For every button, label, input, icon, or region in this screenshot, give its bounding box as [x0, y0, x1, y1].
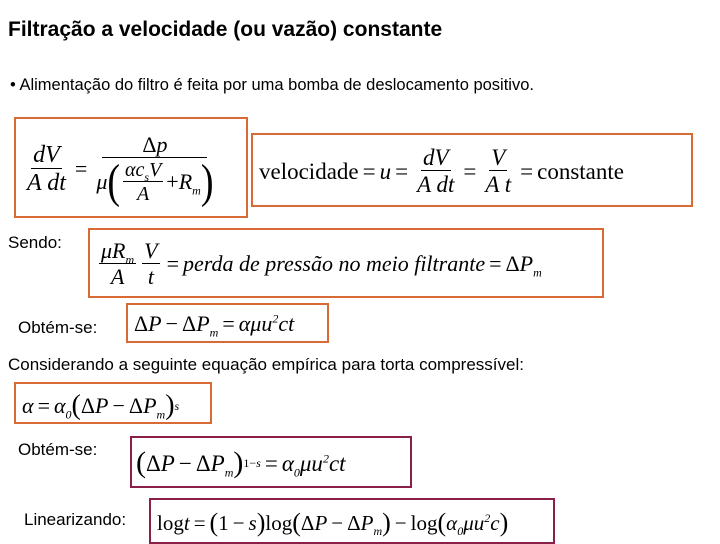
label-considerando: Considerando a seguinte equação empírica para torta compressível: [8, 355, 524, 374]
equation-constant-velocity: velocidade = u = $\frac{dV}{\text{A dt}}$ = $\frac{V}{\text{A t}}$ = constante [259, 145, 624, 197]
label-linearizando: Linearizando: [24, 510, 127, 529]
equation-box-pressure-relation [126, 303, 329, 343]
equation-box-compressible-cake [130, 436, 412, 488]
equation-medium-pressure-drop: $\frac{\mu R_m}{A}$ $\frac{V}{t}$ = perda de pressão no meio filtrante = Δ $P_m$ [101, 238, 542, 289]
equation-box-medium-pressure-drop [88, 228, 604, 298]
label-obtem-se-1: Obtém-se: [18, 318, 98, 337]
equation-pressure-relation: Δ P − Δ $P_m$ = αμu$^2$ct [134, 311, 295, 340]
equation-box-linearized [149, 498, 555, 544]
velocidade-text: velocidade [259, 158, 359, 184]
slide-title: Filtração a velocidade (ou vazão) constante [8, 18, 443, 41]
label-obtem-se-2: Obtém-se: [18, 440, 98, 459]
equation-box-empirical [14, 382, 212, 424]
equation-linearized: log t = ( 1 − s ) log ( Δ P − Δ $P_m$ ) − log ( $\alpha_0\mu u^2c$ ) [157, 508, 509, 538]
equation-filtration-rate: $\frac{dV}{\text{A dt}}$ = Δp μ ( $\frac{\alpha c_sV}{A}$ + $R_m$ ) [27, 132, 214, 208]
equation-compressible-cake: ( Δ P − Δ $P_m$ ) 1−s = $\alpha_0\mu u^2ct$ [136, 446, 346, 480]
equation-box-constant-velocity [251, 133, 693, 207]
constante-text: constante [537, 158, 624, 184]
equation-box-filtration-rate [14, 117, 248, 218]
label-sendo: Sendo: [8, 233, 62, 252]
bullet-point: • Alimentação do filtro é feita por uma bomba de deslocamento positivo. [10, 76, 534, 94]
perda-text: perda de pressão no meio filtrante [183, 251, 486, 276]
equation-empirical: α = $\alpha_0$ ( Δ P − Δ $P_m$ ) s [22, 390, 180, 422]
